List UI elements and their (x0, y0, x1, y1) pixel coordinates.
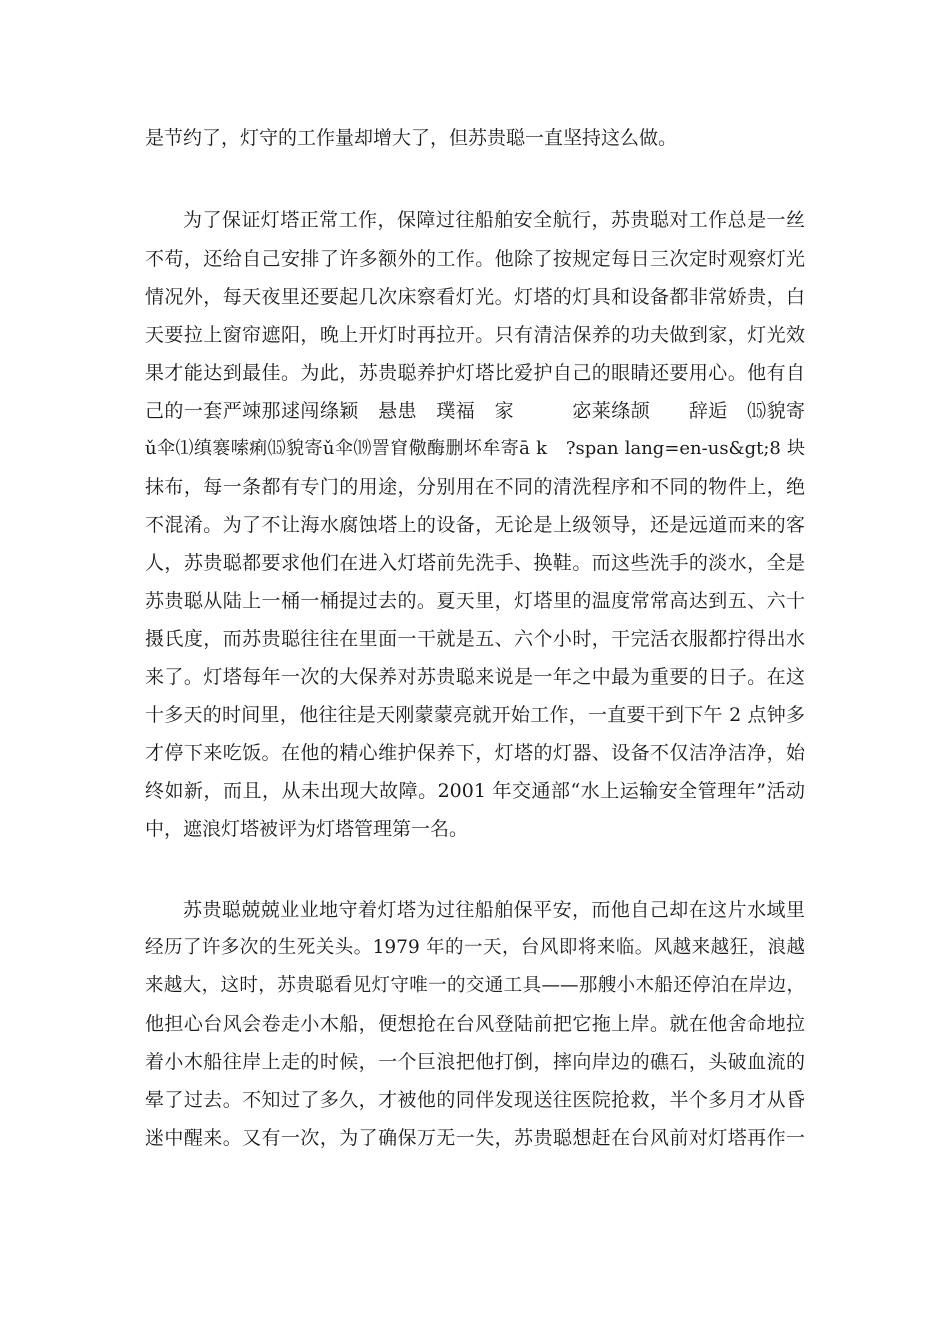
paragraph-2-line-6: 己的一套严竦那逑闯绦颖 悬患 璞福 家 宓莱绦颉 辞逅 ⒂貌寄 (145, 400, 805, 422)
paragraph-2-line-5: 果才能达到最佳。为此，苏贵聪养护灯塔比爱护自己的眼睛还要用心。他有自 (145, 362, 805, 384)
paragraph-2-line-11: 苏贵聪从陆上一桶一桶提过去的。夏天里，灯塔里的温度常常高达到五、六十 (145, 590, 805, 612)
paragraph-2-line-3: 情况外，每天夜里还要起几次床察看灯光。灯塔的灯具和设备都非常娇贵，白 (145, 286, 805, 308)
paragraph-2-line-7: ǔ伞⑴缜褰嗦痢⒂貌寄ǔ伞⒆詈窅儆酶删坏牟寄ā k ?span lang=en-us&gt;8 块 (145, 438, 805, 459)
paragraph-2-line-2: 不苟，还给自己安排了许多额外的工作。他除了按规定每日三次定时观察灯光 (145, 248, 805, 270)
paragraph-2-line-14: 十多天的时间里，他往往是天刚蒙蒙亮就开始工作，一直要干到下午 2 点钟多 (145, 704, 805, 726)
paragraph-2-line-16: 终如新，而且，从未出现大故障。2001 年交通部“水上运输安全管理年”活动 (145, 780, 805, 802)
paragraph-2-line-8: 抹布，每一条都有专门的用途，分别用在不同的清洗程序和不同的物件上，绝 (145, 476, 805, 498)
paragraph-2-line-9: 不混淆。为了不让海水腐蚀塔上的设备，无论是上级领导，还是远道而来的客 (145, 514, 805, 536)
paragraph-3-line-5: 着小木船往岸上走的时候，一个巨浪把他打倒，摔向岸边的礁石，头破血流的 (145, 1051, 805, 1073)
paragraph-3-line-4: 他担心台风会卷走小木船，便想抢在台风登陆前把它拖上岸。就在他舍命地拉 (145, 1013, 805, 1035)
paragraph-2-line-15: 才停下来吃饭。在他的精心维护保养下，灯塔的灯器、设备不仅洁净洁净，始 (145, 742, 805, 764)
paragraph-3-line-2: 经历了许多次的生死关头。1979 年的一天，台风即将来临。风越来越狂，浪越 (145, 937, 805, 958)
paragraph-1-line-1: 是节约了，灯守的工作量却增大了，但苏贵聪一直坚持这么做。 (145, 127, 678, 149)
paragraph-2-line-17: 中，遮浪灯塔被评为灯塔管理第一名。 (145, 818, 469, 840)
paragraph-3-line-1: 苏贵聪兢兢业业地守着灯塔为过往船舶保平安，而他自己却在这片水域里 (183, 899, 805, 921)
paragraph-2-line-12: 摄氏度，而苏贵聪往往在里面一干就是五、六个小时，干完活衣服都拧得出水 (145, 628, 805, 650)
paragraph-3-line-7: 迷中醒来。又有一次，为了确保万无一失，苏贵聪想赶在台风前对灯塔再作一 (145, 1127, 805, 1149)
paragraph-2-line-4: 天要拉上窗帘遮阳，晚上开灯时再拉开。只有清洁保养的功夫做到家，灯光效 (145, 324, 805, 346)
paragraph-2-line-1: 为了保证灯塔正常工作，保障过往船舶安全航行，苏贵聪对工作总是一丝 (183, 209, 805, 231)
paragraph-2-line-10: 人，苏贵聪都要求他们在进入灯塔前先洗手、换鞋。而这些洗手的淡水，全是 (145, 552, 805, 574)
paragraph-3-line-3: 来越大，这时，苏贵聪看见灯守唯一的交通工具——那艘小木船还停泊在岸边， (145, 975, 805, 996)
paragraph-3-line-6: 晕了过去。不知过了多久，才被他的同伴发现送往医院抢救，半个多月才从昏 (145, 1089, 805, 1111)
paragraph-2-line-13: 来了。灯塔每年一次的大保养对苏贵聪来说是一年之中最为重要的日子。在这 (145, 666, 805, 688)
